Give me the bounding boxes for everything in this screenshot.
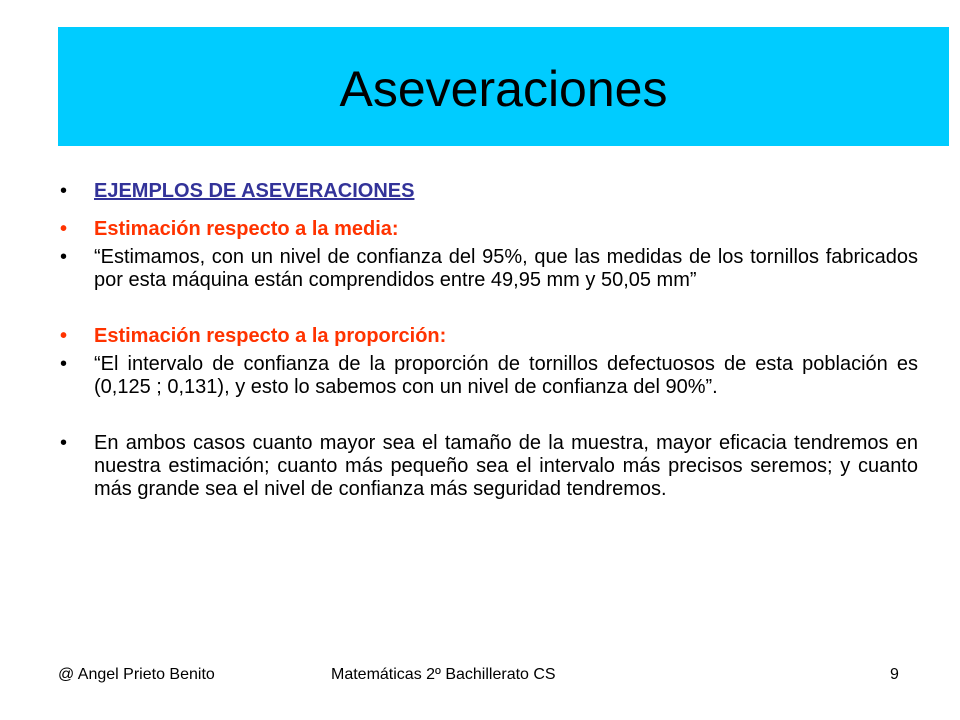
- proportion-estimation-heading: Estimación respecto a la proporción:: [94, 325, 447, 347]
- conclusion-text: En ambos casos cuanto mayor sea el tamaño de la muestra, mayor eficacia tendremos en nuestra estimación; cuanto más pequeño sea el intervalo más precisos seremos; y cuanto más grande sea el nivel de confianza más seguridad tendremos.: [94, 432, 918, 500]
- bullet-icon: •: [60, 218, 68, 240]
- title-bar: [58, 27, 949, 146]
- slide-title: Aseveraciones: [339, 60, 668, 117]
- slide-content: [58, 180, 918, 501]
- footer-course: Matemáticas 2º Bachillerato CS: [331, 666, 556, 683]
- bullet-icon: •: [60, 353, 68, 375]
- bullet-item-mean-heading: [58, 218, 918, 241]
- footer-author: @ Angel Prieto Benito: [58, 666, 215, 683]
- bullet-item-examples-heading: [58, 180, 918, 203]
- footer-page-number: 9: [890, 666, 899, 683]
- bullet-icon: •: [60, 432, 68, 454]
- bullet-item-proportion-example: [58, 353, 918, 399]
- bullet-icon: •: [60, 180, 68, 202]
- examples-heading-link[interactable]: EJEMPLOS DE ASEVERACIONES: [94, 180, 415, 202]
- proportion-example-text: “El intervalo de confianza de la proporción de tornillos defectuosos de esta población es (0,125 ; 0,131), y esto lo sabemos con un nivel de confianza del 90%”.: [94, 353, 918, 398]
- bullet-icon: •: [60, 246, 68, 268]
- mean-example-text: “Estimamos, con un nivel de confianza del 95%, que las medidas de los tornillos fabricados por esta máquina están comprendidos entre 49,95 mm y 50,05 mm”: [94, 246, 918, 291]
- bullet-item-proportion-heading: [58, 325, 918, 348]
- bullet-item-mean-example: [58, 246, 918, 292]
- bullet-icon: •: [60, 325, 68, 347]
- mean-estimation-heading: Estimación respecto a la media:: [94, 218, 399, 240]
- bullet-item-conclusion: [58, 432, 918, 501]
